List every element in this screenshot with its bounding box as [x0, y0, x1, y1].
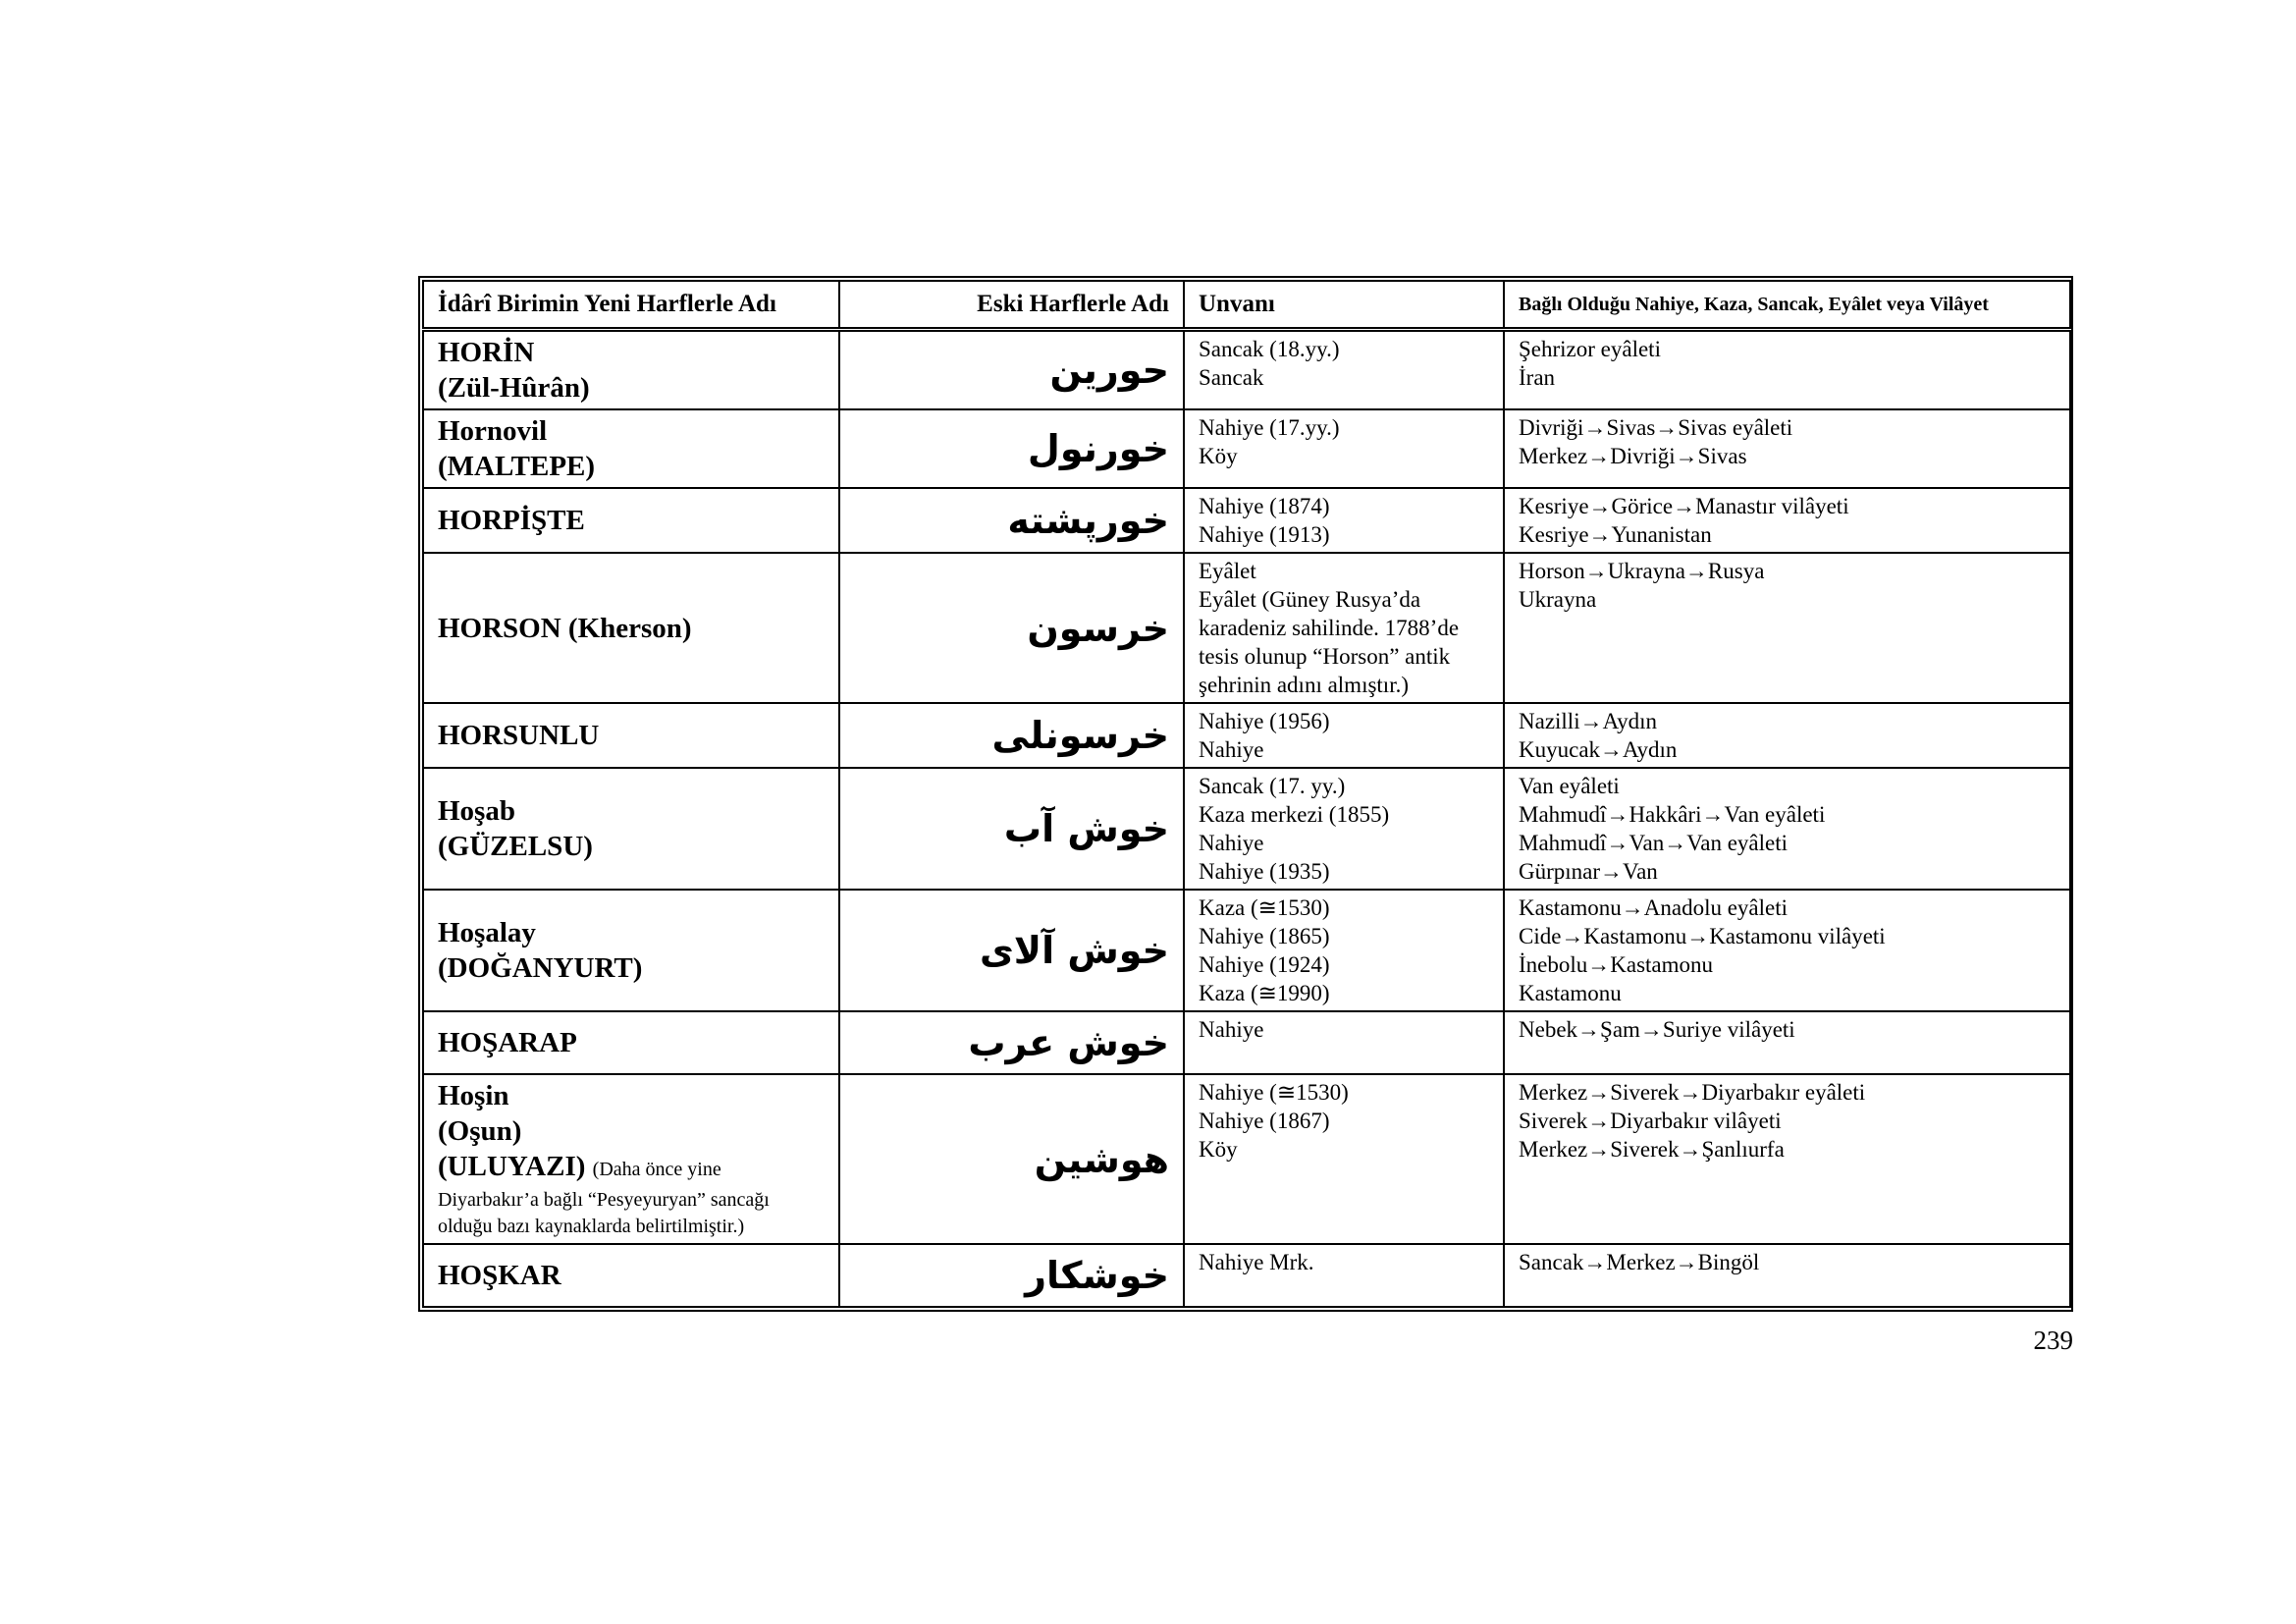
cell-old-script-name: خورپشته	[839, 488, 1184, 553]
cell-title	[1184, 890, 1504, 1011]
cell-parent	[1504, 703, 2070, 768]
parent-line: Şehrizor eyâleti	[1519, 337, 1661, 361]
title-line: Nahiye Mrk.	[1199, 1250, 1314, 1274]
name-line: Hoşalay	[438, 917, 536, 948]
title-line: Eyâlet (Güney Rusya’da karadeniz sahilinde. 1788’de tesis olunup “Horson” antik şehrinin adını almıştır.)	[1199, 587, 1460, 697]
name-line	[438, 1149, 825, 1187]
title-line: Köy	[1199, 444, 1238, 468]
title-line: Sancak (18.yy.)	[1199, 337, 1340, 361]
cell-parent	[1504, 1244, 2070, 1307]
name-line: (GÜZELSU)	[438, 831, 593, 862]
parent-line: Horson→Ukrayna→Rusya	[1519, 559, 1765, 583]
title-line: Köy	[1199, 1137, 1238, 1162]
name-line: (MALTEPE)	[438, 451, 596, 482]
table-row	[423, 1011, 2070, 1074]
cell-old-script-name: خورنول	[839, 409, 1184, 488]
page-number: 239	[2033, 1326, 2073, 1355]
parent-line: Kastamonu	[1519, 981, 1622, 1005]
cell-title	[1184, 1074, 1504, 1244]
cell-title	[1184, 488, 1504, 553]
header-parent: Bağlı Olduğu Nahiye, Kaza, Sancak, Eyâlet veya Vilâyet	[1504, 281, 2070, 330]
title-line: Nahiye (1956)	[1199, 709, 1330, 733]
cell-parent	[1504, 330, 2070, 410]
title-line: Nahiye (1913)	[1199, 522, 1330, 547]
cell-old-script-name: هوشين	[839, 1074, 1184, 1244]
cell-title	[1184, 553, 1504, 703]
title-line: Nahiye (≅1530)	[1199, 1080, 1349, 1105]
cell-new-name	[423, 703, 839, 768]
name-line: HOŞKAR	[438, 1260, 561, 1291]
cell-title	[1184, 330, 1504, 410]
title-line: Eyâlet	[1199, 559, 1256, 583]
gazetteer-table	[422, 280, 2071, 1308]
cell-old-script-name: خوش عرب	[839, 1011, 1184, 1074]
name-note-inline: (Daha önce yine	[592, 1159, 721, 1180]
table-row	[423, 703, 2070, 768]
table-row	[423, 1244, 2070, 1307]
cell-parent	[1504, 768, 2070, 890]
name-line: (DOĞANYURT)	[438, 952, 643, 984]
table-row	[423, 768, 2070, 890]
name-line: Hoşin	[438, 1080, 509, 1111]
header-new-name: İdârî Birimin Yeni Harflerle Adı	[423, 281, 839, 330]
gazetteer-table-frame	[418, 276, 2073, 1312]
title-line: Kaza (≅1530)	[1199, 895, 1330, 920]
header-title: Unvanı	[1184, 281, 1504, 330]
title-line: Nahiye (1874)	[1199, 494, 1330, 518]
parent-line: Mahmudî→Hakkâri→Van eyâleti	[1519, 802, 1826, 827]
cell-new-name	[423, 488, 839, 553]
parent-line: Gürpınar→Van	[1519, 859, 1658, 884]
title-line: Nahiye	[1199, 1017, 1264, 1042]
name-line: Hornovil	[438, 415, 548, 447]
cell-new-name	[423, 768, 839, 890]
cell-new-name	[423, 409, 839, 488]
title-line: Nahiye	[1199, 831, 1264, 855]
cell-old-script-name: خوش آب	[839, 768, 1184, 890]
cell-parent	[1504, 1074, 2070, 1244]
cell-old-script-name: حورين	[839, 330, 1184, 410]
cell-title	[1184, 1011, 1504, 1074]
parent-line: Nazilli→Aydın	[1519, 709, 1657, 733]
cell-old-script-name: خوشكار	[839, 1244, 1184, 1307]
name-note: Diyarbakır’a bağlı “Pesyeyuryan” sancağı	[438, 1189, 770, 1211]
name-note: olduğu bazı kaynaklarda belirtilmiştir.)	[438, 1216, 745, 1237]
parent-line: Siverek→Diyarbakır vilâyeti	[1519, 1109, 1782, 1133]
cell-title	[1184, 409, 1504, 488]
name-line: (Zül-Hûrân)	[438, 372, 590, 404]
table-row	[423, 488, 2070, 553]
table-body	[423, 330, 2070, 1308]
name-text: (ULUYAZI)	[438, 1151, 586, 1182]
parent-line: Merkez→Divriği→Sivas	[1519, 444, 1747, 468]
title-line: Kaza (≅1990)	[1199, 981, 1330, 1005]
name-line: HORPİŞTE	[438, 505, 585, 536]
cell-title	[1184, 768, 1504, 890]
cell-old-script-name: خرسون	[839, 553, 1184, 703]
cell-new-name	[423, 1011, 839, 1074]
cell-new-name	[423, 553, 839, 703]
parent-line: Sancak→Merkez→Bingöl	[1519, 1250, 1760, 1274]
parent-line: Kastamonu→Anadolu eyâleti	[1519, 895, 1789, 920]
title-line: Kaza merkezi (1855)	[1199, 802, 1390, 827]
table-row	[423, 890, 2070, 1011]
parent-line: İnebolu→Kastamonu	[1519, 952, 1714, 977]
parent-line: Mahmudî→Van→Van eyâleti	[1519, 831, 1789, 855]
cell-new-name	[423, 1074, 839, 1244]
table-row	[423, 330, 2070, 410]
title-line: Nahiye (17.yy.)	[1199, 415, 1340, 440]
parent-line: Kesriye→Görice→Manastır vilâyeti	[1519, 494, 1849, 518]
parent-line: Van eyâleti	[1519, 774, 1620, 798]
parent-line: Cide→Kastamonu→Kastamonu vilâyeti	[1519, 924, 1886, 948]
cell-old-script-name: خرسونلى	[839, 703, 1184, 768]
title-line: Sancak (17. yy.)	[1199, 774, 1346, 798]
parent-line: Kesriye→Yunanistan	[1519, 522, 1712, 547]
name-line: HORİN	[438, 337, 535, 368]
parent-line: İran	[1519, 365, 1556, 390]
cell-parent	[1504, 488, 2070, 553]
cell-parent	[1504, 553, 2070, 703]
parent-line: Kuyucak→Aydın	[1519, 737, 1678, 762]
title-line: Nahiye	[1199, 737, 1264, 762]
header-old-name: Eski Harflerle Adı	[839, 281, 1184, 330]
name-line: Hoşab	[438, 795, 515, 827]
title-line: Nahiye (1935)	[1199, 859, 1330, 884]
cell-title	[1184, 1244, 1504, 1307]
cell-new-name	[423, 1244, 839, 1307]
title-line: Sancak	[1199, 365, 1264, 390]
table-header-row	[423, 281, 2070, 330]
table-row	[423, 1074, 2070, 1244]
parent-line: Merkez→Siverek→Diyarbakır eyâleti	[1519, 1080, 1866, 1105]
cell-parent	[1504, 1011, 2070, 1074]
table-row	[423, 409, 2070, 488]
cell-parent	[1504, 409, 2070, 488]
cell-parent	[1504, 890, 2070, 1011]
cell-new-name	[423, 330, 839, 410]
title-line: Nahiye (1924)	[1199, 952, 1330, 977]
parent-line: Divriği→Sivas→Sivas eyâleti	[1519, 415, 1793, 440]
name-line: HOŞARAP	[438, 1027, 577, 1058]
cell-title	[1184, 703, 1504, 768]
parent-line: Ukrayna	[1519, 587, 1597, 612]
cell-new-name	[423, 890, 839, 1011]
title-line: Nahiye (1865)	[1199, 924, 1330, 948]
parent-line: Merkez→Siverek→Şanlıurfa	[1519, 1137, 1785, 1162]
name-line: HORSUNLU	[438, 720, 600, 751]
table-row	[423, 553, 2070, 703]
title-line: Nahiye (1867)	[1199, 1109, 1330, 1133]
parent-line: Nebek→Şam→Suriye vilâyeti	[1519, 1017, 1795, 1042]
name-line: (Oşun)	[438, 1115, 522, 1147]
name-line: HORSON (Kherson)	[438, 612, 692, 644]
cell-old-script-name: خوش آلاى	[839, 890, 1184, 1011]
